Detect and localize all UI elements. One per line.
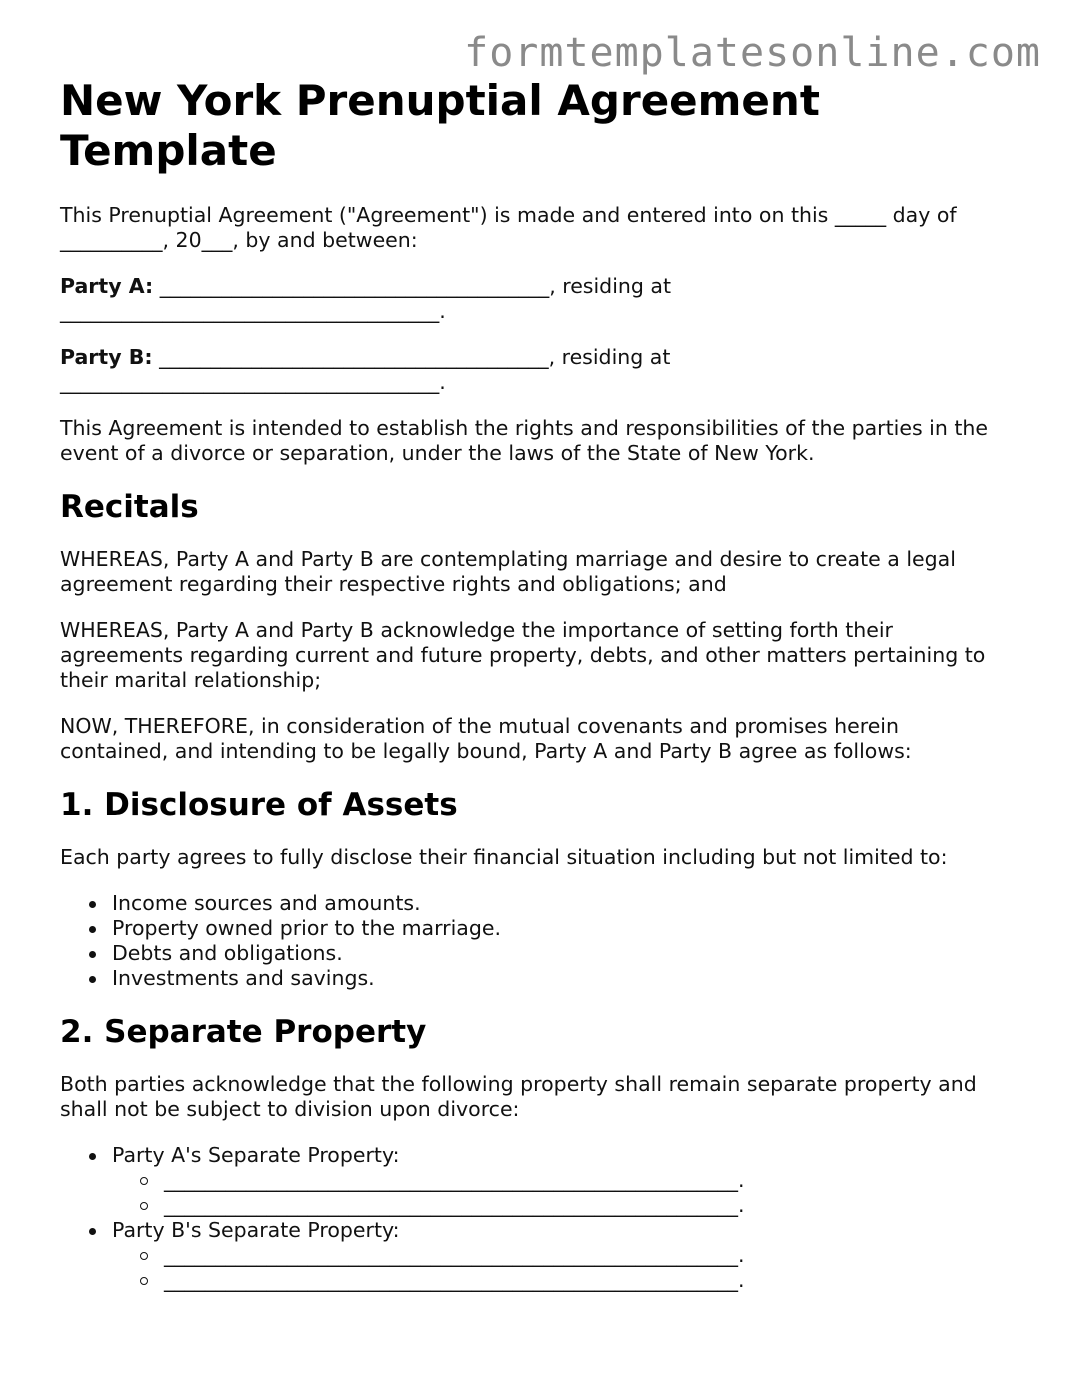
- now-therefore-line-2: contained, and intending to be legally bound, Party A and Party B agree as follows:: [60, 739, 912, 763]
- party-a-property-label: Party A's Separate Property:: [112, 1143, 400, 1167]
- party-b-property-item: [60, 1218, 1020, 1293]
- party-a-property-blank: ________________________________________________________.: [112, 1168, 1020, 1193]
- party-b-name-blank: ______________________________________, residing at: [152, 345, 671, 369]
- section-2-intro-line-1: Both parties acknowledge that the following property shall remain separate property and: [60, 1072, 977, 1096]
- disclosure-list: [60, 891, 1020, 991]
- party-b-property-label: Party B's Separate Property:: [112, 1218, 400, 1242]
- party-a-property-sublist: [112, 1168, 1020, 1218]
- intro-line-1: This Prenuptial Agreement ("Agreement") is made and entered into on this _____ day of: [60, 203, 957, 227]
- intro-paragraph: [60, 203, 1020, 253]
- party-b-property-sublist: [112, 1243, 1020, 1293]
- party-b-property-blank: ________________________________________________________.: [112, 1243, 1020, 1268]
- party-b-label: Party B:: [60, 345, 153, 369]
- document-title: New York Prenuptial Agreement Template: [60, 76, 820, 175]
- list-item: Property owned prior to the marriage.: [60, 916, 1020, 941]
- party-a-property-blank: ________________________________________________________.: [112, 1193, 1020, 1218]
- separate-property-list: [60, 1143, 1020, 1293]
- party-a-paragraph: [60, 274, 1020, 324]
- list-item: Income sources and amounts.: [60, 891, 1020, 916]
- party-b-property-blank: ________________________________________________________.: [112, 1268, 1020, 1293]
- whereas-2-line-3: their marital relationship;: [60, 668, 322, 692]
- whereas-1-line-1: WHEREAS, Party A and Party B are contemplating marriage and desire to create a legal: [60, 547, 956, 571]
- whereas-2-line-1: WHEREAS, Party A and Party B acknowledge the importance of setting forth their: [60, 618, 893, 642]
- document-body: [60, 76, 1020, 1314]
- watermark: formtemplatesonline.com: [464, 30, 1041, 76]
- purpose-paragraph: [60, 416, 1020, 466]
- party-b-address-blank: _____________________________________.: [60, 370, 446, 394]
- purpose-line-1: This Agreement is intended to establish the rights and responsibilities of the parties in the: [60, 416, 989, 440]
- intro-line-2: __________, 20___, by and between:: [60, 228, 418, 252]
- whereas-paragraph-1: [60, 547, 1020, 597]
- purpose-line-2: event of a divorce or separation, under the laws of the State of New York.: [60, 441, 815, 465]
- party-b-paragraph: [60, 345, 1020, 395]
- whereas-2-line-2: agreements regarding current and future property, debts, and other matters pertaining to: [60, 643, 986, 667]
- section-2-heading: 2. Separate Property: [60, 1014, 427, 1050]
- list-item: Investments and savings.: [60, 966, 1020, 991]
- section-1-heading: 1. Disclosure of Assets: [60, 787, 458, 823]
- recitals-heading: Recitals: [60, 489, 199, 525]
- party-a-name-blank: ______________________________________, residing at: [153, 274, 672, 298]
- section-2-intro: [60, 1072, 1020, 1122]
- party-a-address-blank: _____________________________________.: [60, 299, 446, 323]
- party-a-property-item: [60, 1143, 1020, 1218]
- party-a-label: Party A:: [60, 274, 154, 298]
- section-1-intro: Each party agrees to fully disclose their financial situation including but not limited to:: [60, 845, 948, 869]
- now-therefore-paragraph: [60, 714, 1020, 764]
- whereas-paragraph-2: [60, 618, 1020, 693]
- list-item: Debts and obligations.: [60, 941, 1020, 966]
- whereas-1-line-2: agreement regarding their respective rights and obligations; and: [60, 572, 727, 596]
- now-therefore-line-1: NOW, THEREFORE, in consideration of the mutual covenants and promises herein: [60, 714, 899, 738]
- section-2-intro-line-2: shall not be subject to division upon divorce:: [60, 1097, 520, 1121]
